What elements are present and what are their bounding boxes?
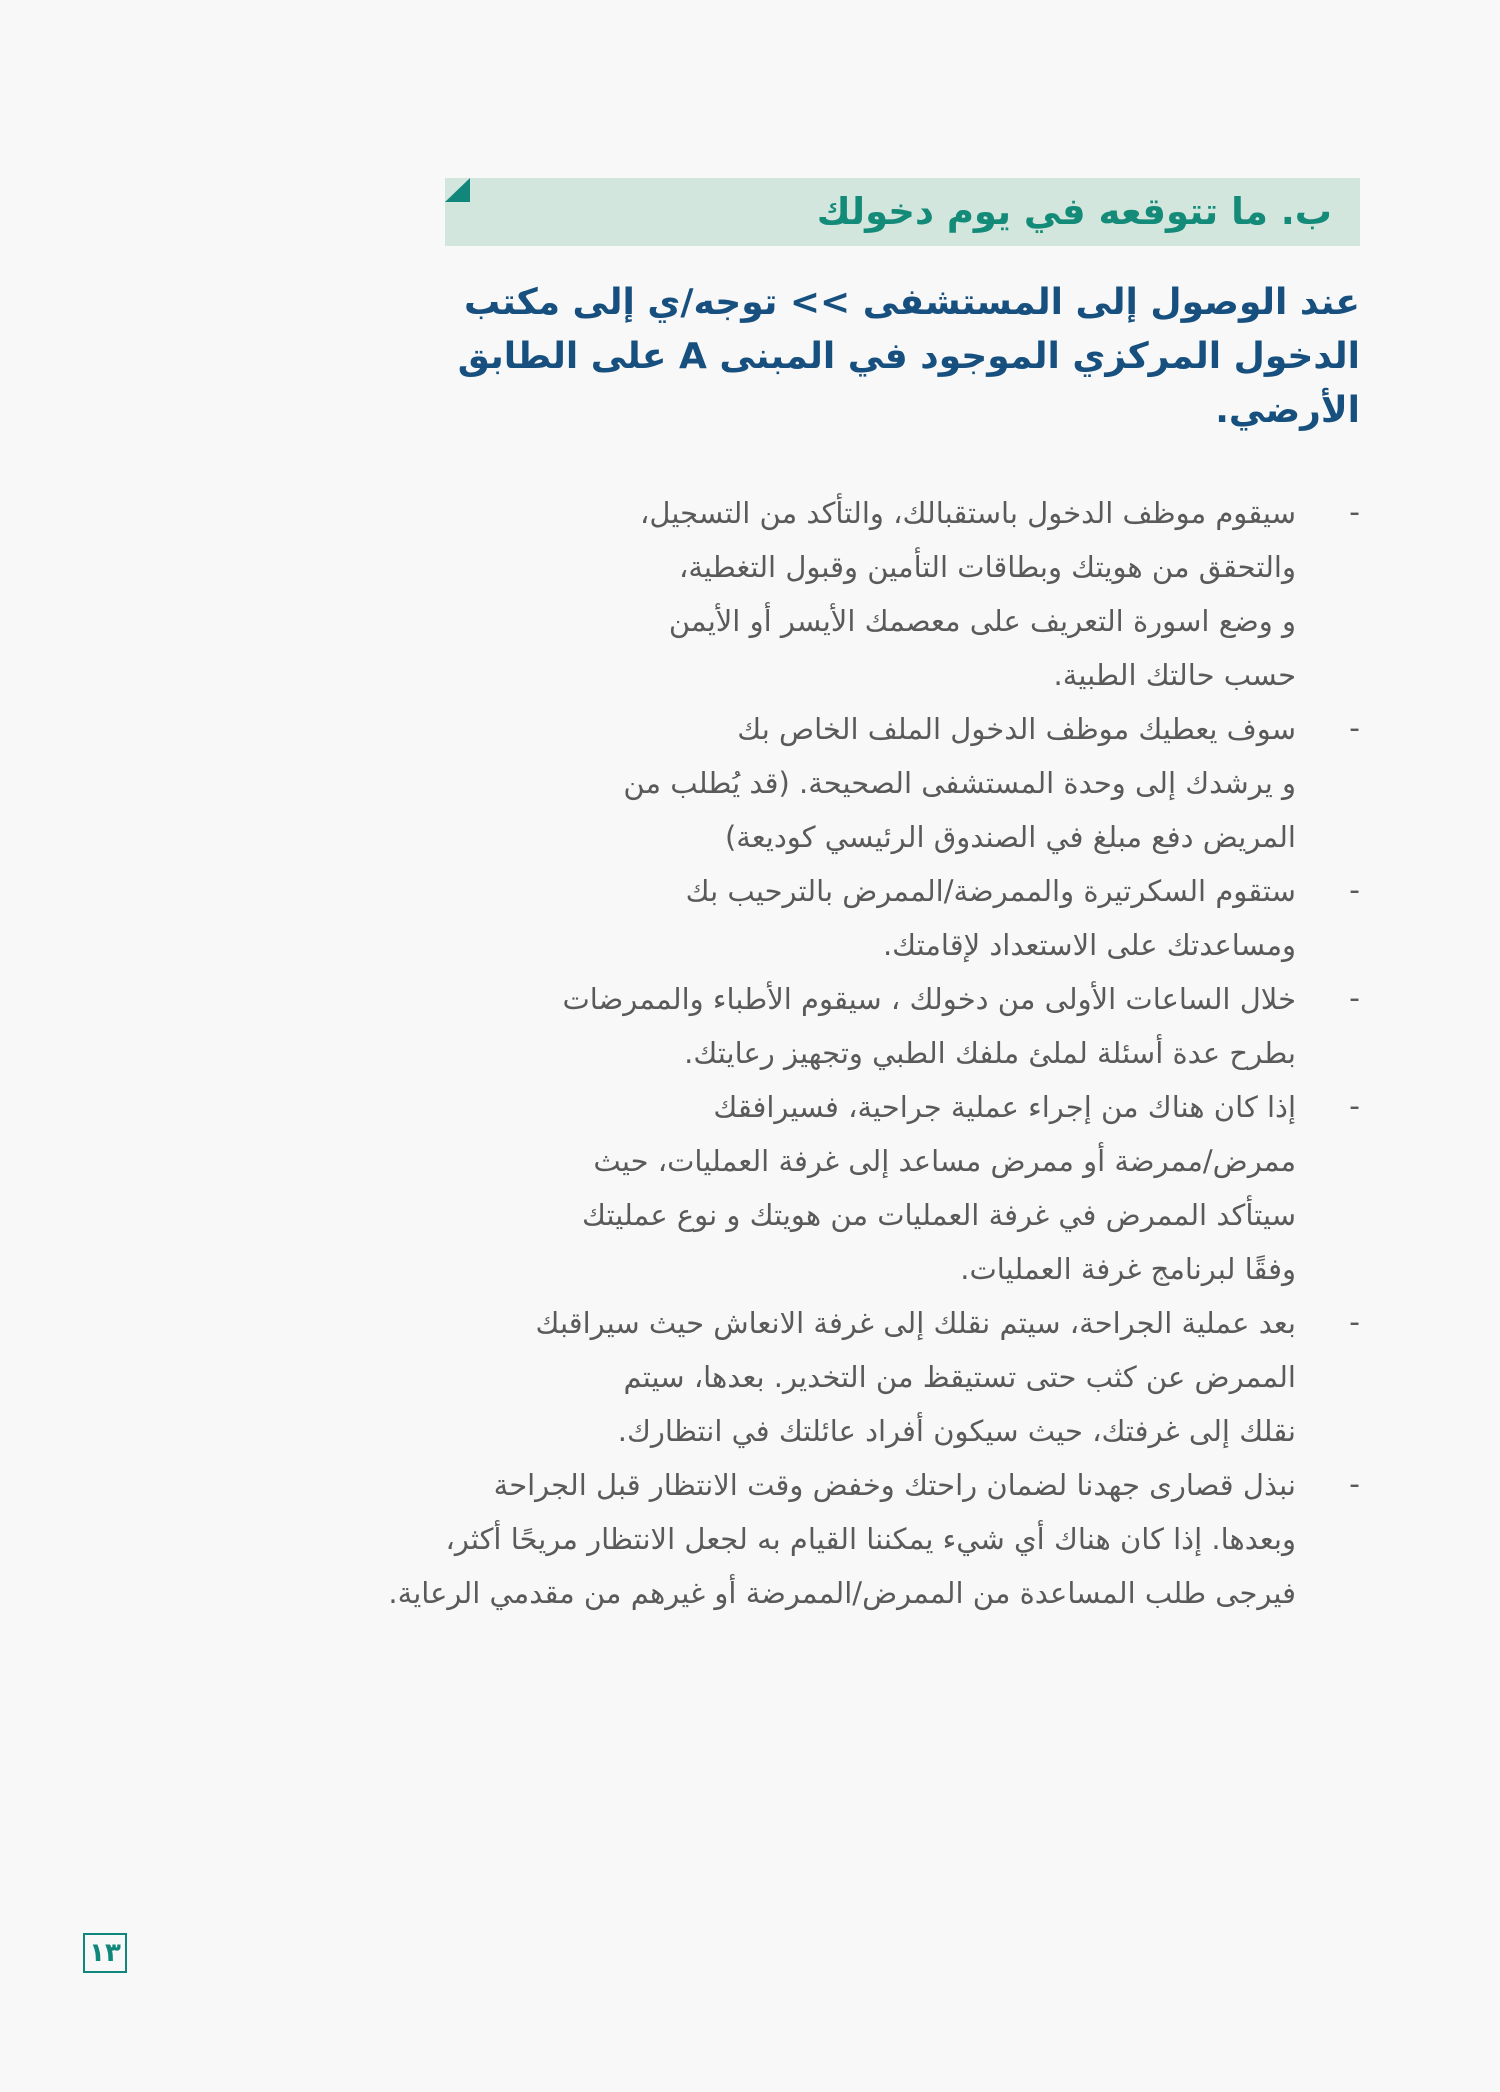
bullet-line: ستقوم السكرتيرة والممرضة/الممرض بالترحيب بك xyxy=(685,874,1296,908)
bullet-line: فيرجى طلب المساعدة من الممرض/الممرضة أو غيرهم من مقدمي الرعاية. xyxy=(388,1576,1296,1610)
intro-line: الدخول المركزي الموجود في المبنى A على الطابق xyxy=(457,336,1360,377)
bullet-dash: - xyxy=(1349,1089,1360,1124)
bullet-dash: - xyxy=(1349,495,1360,530)
bullet-line: وفقًا لبرنامج غرفة العمليات. xyxy=(960,1252,1296,1286)
bullet-line: حسب حالتك الطبية. xyxy=(1053,658,1296,692)
bullet-line: سيقوم موظف الدخول باستقبالك، والتأكد من التسجيل، xyxy=(640,496,1296,530)
bullet-line: نقلك إلى غرفتك، حيث سيكون أفراد عائلتك في انتظارك. xyxy=(617,1414,1296,1448)
bullet-line: خلال الساعات الأولى من دخولك ، سيقوم الأطباء والممرضات xyxy=(562,982,1296,1016)
bullet-dash: - xyxy=(1349,711,1360,746)
list-item xyxy=(220,1458,1360,1620)
bullet-line: سوف يعطيك موظف الدخول الملف الخاص بك xyxy=(737,712,1296,746)
list-item xyxy=(220,702,1360,864)
intro-line: عند الوصول إلى المستشفى >> توجه/ي إلى مكتب xyxy=(463,282,1360,323)
bullet-line: و يرشدك إلى وحدة المستشفى الصحيحة. (قد يُطلب من xyxy=(623,766,1296,800)
intro-line: الأرضي. xyxy=(1215,390,1360,431)
page-number: ١٣ xyxy=(83,1933,127,1973)
section-title: ب. ما تتوقعه في يوم دخولك xyxy=(816,190,1332,233)
list-item xyxy=(220,486,1360,702)
bullet-line: نبذل قصارى جهدنا لضمان راحتك وخفض وقت الانتظار قبل الجراحة xyxy=(493,1468,1296,1502)
list-item xyxy=(220,864,1360,972)
corner-triangle-icon xyxy=(445,178,470,202)
list-item xyxy=(220,972,1360,1080)
bullet-line: المريض دفع مبلغ في الصندوق الرئيسي كوديعة) xyxy=(724,820,1296,854)
bullet-dash: - xyxy=(1349,1467,1360,1502)
bullet-line: وبعدها. إذا كان هناك أي شيء يمكننا القيام به لجعل الانتظار مريحًا أكثر، xyxy=(445,1522,1296,1556)
bullet-dash: - xyxy=(1349,873,1360,908)
bullet-line: والتحقق من هويتك وبطاقات التأمين وقبول التغطية، xyxy=(679,550,1296,584)
bullet-line: إذا كان هناك من إجراء عملية جراحية، فسيرافقك xyxy=(713,1090,1296,1124)
bullet-line: سيتأكد الممرض في غرفة العمليات من هويتك و نوع عمليتك xyxy=(582,1198,1296,1232)
bullet-line: الممرض عن كثب حتى تستيقظ من التخدير. بعدها، سيتم xyxy=(623,1360,1296,1394)
bullet-line: و وضع اسورة التعريف على معصمك الأيسر أو الأيمن xyxy=(668,604,1296,638)
section-header-bar xyxy=(445,178,1360,246)
list-item xyxy=(220,1080,1360,1296)
list-item xyxy=(220,1296,1360,1458)
bullet-list xyxy=(220,486,1360,1620)
bullet-line: بطرح عدة أسئلة لملئ ملفك الطبي وتجهيز رعايتك. xyxy=(684,1036,1296,1070)
bullet-line: ممرض/ممرضة أو ممرض مساعد إلى غرفة العمليات، حيث xyxy=(593,1144,1296,1178)
intro-heading xyxy=(440,276,1360,438)
bullet-dash: - xyxy=(1349,981,1360,1016)
bullet-line: بعد عملية الجراحة، سيتم نقلك إلى غرفة الانعاش حيث سيراقبك xyxy=(535,1306,1296,1340)
bullet-dash: - xyxy=(1349,1305,1360,1340)
bullet-line: ومساعدتك على الاستعداد لإقامتك. xyxy=(882,928,1296,962)
